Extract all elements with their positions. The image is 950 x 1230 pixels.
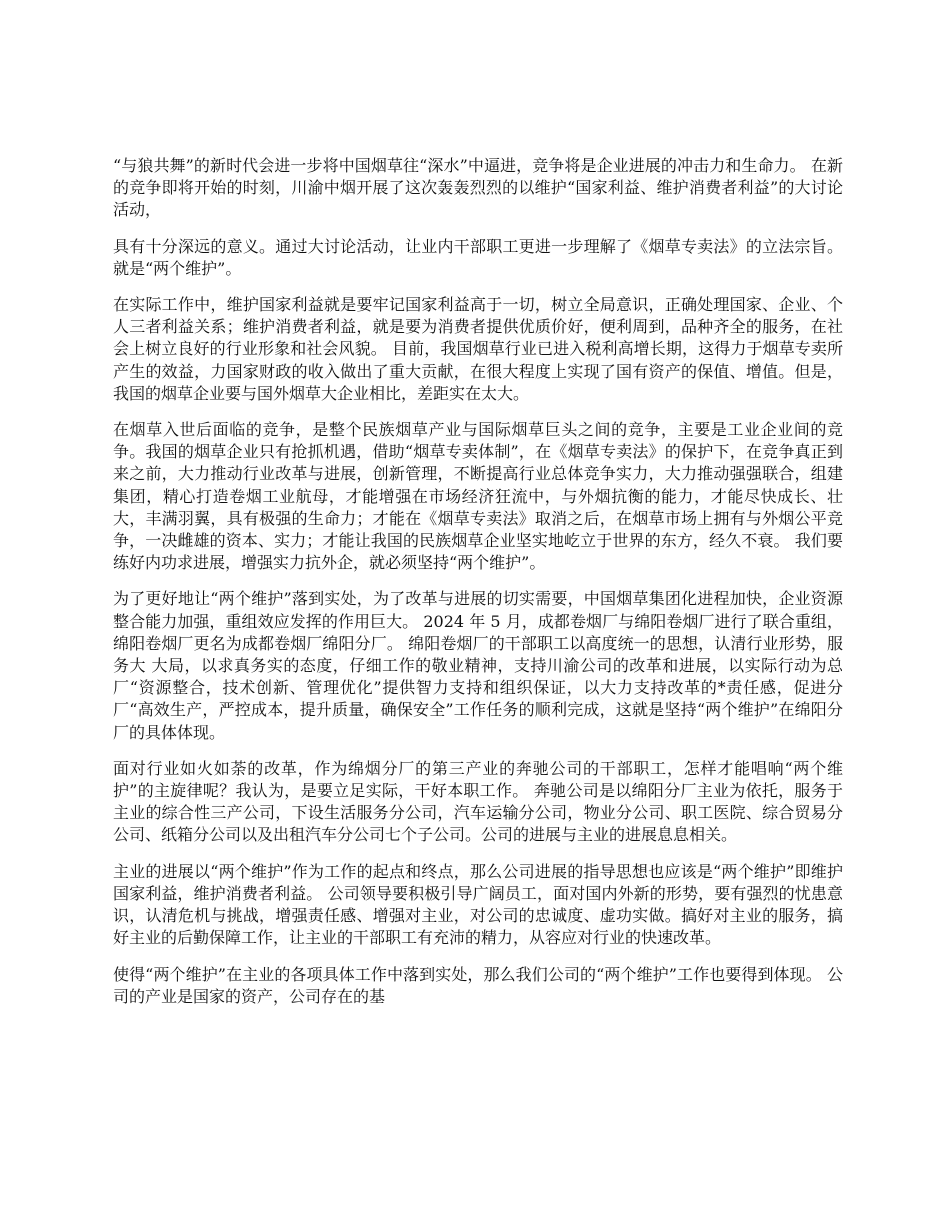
paragraph-3: 在实际工作中，维护国家利益就是要牢记国家利益高于一切，树立全局意识，正确处理国家、企业、个人三者利益关系；维护消费者利益，就是要为消费者提供优质价好，便利周到，品种齐全的服务，在社会上树立良好的行业形象和社会风貌。 目前，我国烟草行业已进入税利高增长期，这得力于烟草专卖所产生的效益，力国家财政的收入做出了重大贡献，在很大程度上实现了国有资产的保值、增值。但是，我国的烟草企业要与国外烟草大企业相比，差距实在太大。 <box>113 295 843 403</box>
paragraph-7: 主业的进展以“两个维护”作为工作的起点和终点，那么公司进展的指导思想也应该是“两个维护”即维护国家利益，维护消费者利益。 公司领导要积极引导广阔员工，面对国内外新的形势，要有强烈的忧患意识，认清危机与挑战，增强责任感、增强对主业，对公司的忠诚度、虚功实做。搞好对主业的服务，搞好主业的后勤保障工作，让主业的干部职工有充沛的精力，从容应对行业的快速改革。 <box>113 861 843 948</box>
paragraph-6: 面对行业如火如荼的改革，作为绵烟分厂的第三产业的奔驰公司的干部职工，怎样才能唱响“两个维护”的主旋律呢？我认为，是要立足实际，干好本职工作。 奔驰公司是以绵阳分厂主业为依托，服务于主业的综合性三产公司，下设生活服务分公司，汽车运输分公司，物业分公司、职工医院、综合贸易分公司、纸箱分公司以及出租汽车分公司七个子公司。公司的进展与主业的进展息息相关。 <box>113 758 843 845</box>
paragraph-1: “与狼共舞”的新时代会进一步将中国烟草往“深水”中逼进，竞争将是企业进展的冲击力和生命力。 在新的竞争即将开始的时刻，川渝中烟开展了这次轰轰烈烈的以维护“国家利益、维护消费者利益”的大讨论活动， <box>113 156 843 220</box>
document-body <box>113 155 843 1022</box>
paragraph-5: 为了更好地让“两个维护”落到实处，为了改革与进展的切实需要，中国烟草集团化进程加快，企业资源整合能力加强，重组效应发挥的作用巨大。 2024 年 5 月，成都卷烟厂与绵阳卷烟厂进行了联合重组，绵阳卷烟厂更名为成都卷烟厂绵阳分厂。 绵阳卷烟厂的干部职工以高度统一的思想，认清行业形势，服务大 大局，以求真务实的态度，仔细工作的敬业精神，支持川渝公司的改革和进展，以实际行动为总厂“资源整合，技术创新、管理优化”提供智力支持和组织保证，以大力支持改革的*责任感，促进分厂“高效生产，严控成本，提升质量，确保安全”工作任务的顺利完成，这就是坚持“两个维护”在绵阳分厂的具体体现。 <box>113 589 843 742</box>
paragraph-8: 使得“两个维护”在主业的各项具体工作中落到实处，那么我们公司的“两个维护”工作也要得到体现。 公司的产业是国家的资产，公司存在的基 <box>113 964 843 1006</box>
paragraph-4: 在烟草入世后面临的竞争，是整个民族烟草产业与国际烟草巨头之间的竞争，主要是工业企业间的竞争。我国的烟草企业只有抢抓机遇，借助“烟草专卖体制”，在《烟草专卖法》的保护下，在竞争真正到来之前，大力推动行业改革与进展，创新管理，不断提高行业总体竞争实力，大力推动强强联合，组建集团，精心打造卷烟工业航母，才能增强在市场经济狂流中，与外烟抗衡的能力，才能尽快成长、壮大，丰满羽翼，具有极强的生命力；才能在《烟草专卖法》取消之后，在烟草市场上拥有与外烟公平竞争，一决雌雄的资本、实力；才能让我国的民族烟草企业坚实地屹立于世界的东方，经久不衰。 我们要练好内功求进展，增强实力抗外企，就必须坚持“两个维护”。 <box>113 420 843 573</box>
paragraph-2: 具有十分深远的意义。通过大讨论活动，让业内干部职工更进一步理解了《烟草专卖法》的立法宗旨。就是“两个维护”。 <box>113 236 843 278</box>
